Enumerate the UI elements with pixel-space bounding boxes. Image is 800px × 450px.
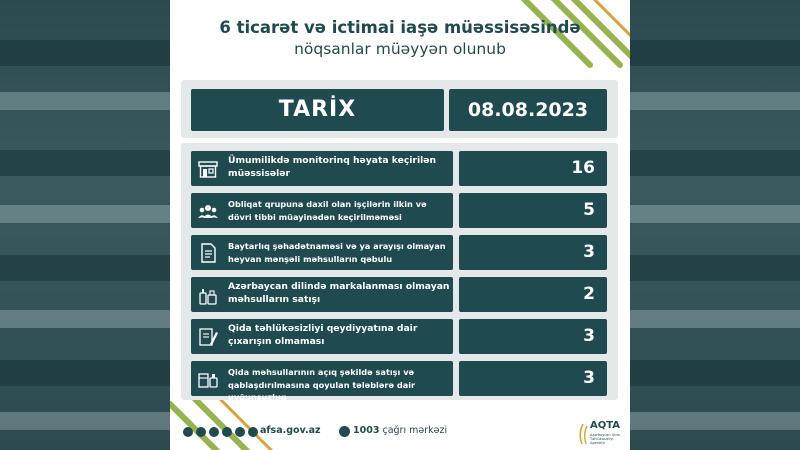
finding-label-box: [191, 193, 453, 228]
finding-row: [191, 235, 607, 270]
phone-icon: [339, 426, 350, 437]
finding-row: [191, 319, 607, 354]
phone-number: 1003: [353, 425, 380, 436]
finding-label: Qida məhsullarının açıq şəkildə satışı və qablaşdırılmasına qoyulan tələblərə dair uyğunsuzluq: [228, 367, 416, 402]
phone-label: çağrı mərkəzi: [382, 425, 448, 436]
finding-value: 3: [459, 361, 607, 396]
finding-label-box: [191, 235, 453, 270]
finding-label-box: [191, 319, 453, 354]
register-icon: [197, 326, 219, 348]
logo-text: AQTA: [590, 420, 621, 431]
call-center: [353, 425, 447, 436]
document-icon: [197, 242, 219, 264]
instagram-icon[interactable]: [209, 427, 219, 437]
finding-value: 3: [459, 319, 607, 354]
date-panel: [181, 80, 618, 138]
website-link[interactable]: afsa.gov.az: [260, 425, 321, 436]
group-icon: [197, 200, 219, 222]
page-subtitle: nöqsanlar müəyyən olunub: [294, 40, 506, 58]
store-icon: [197, 158, 219, 180]
footer: [170, 418, 630, 444]
page-title: 6 ticarət və ictimai iaşə müəssisəsində: [219, 18, 581, 37]
finding-row: [191, 193, 607, 228]
findings-panel: [181, 143, 618, 400]
infographic-card: [170, 0, 630, 450]
finding-label: Baytarlıq şəhadətnaməsi və ya arayışı olmayan heyvan mənşəli məhsulların qəbulu: [228, 241, 446, 264]
logo-subtitle: Azərbaycan Qida Təhlükəsizliyi Agentliyi: [590, 433, 620, 445]
finding-label-box: [191, 151, 453, 186]
finding-label: Ümumilikdə monitorinq həyata keçirilən müəssisələr: [228, 155, 437, 179]
packaging-icon: [197, 368, 219, 390]
date-value: 08.08.2023: [449, 89, 607, 131]
finding-label-box: [191, 277, 453, 312]
finding-value: 2: [459, 277, 607, 312]
finding-label-box: [191, 361, 453, 402]
bottles-icon: [197, 284, 219, 306]
finding-label: Azərbaycan dilində markalanması olmayan məhsulların satışı: [228, 281, 450, 305]
finding-value: 5: [459, 193, 607, 228]
telegram-icon[interactable]: [248, 427, 258, 437]
date-label: TARİX: [191, 89, 444, 131]
globe-icon[interactable]: [183, 427, 193, 437]
finding-row: [191, 277, 607, 312]
finding-row: [191, 361, 607, 402]
facebook-icon[interactable]: [196, 427, 206, 437]
finding-value: 16: [459, 151, 607, 186]
youtube-icon[interactable]: [222, 427, 232, 437]
finding-value: 3: [459, 235, 607, 270]
finding-label: Qida təhlükəsizliyi qeydiyyatına dair çıxarışın olmaması: [228, 323, 418, 347]
x-icon[interactable]: [235, 427, 245, 437]
social-links: [183, 427, 258, 437]
finding-label: Obliqat qrupuna daxil olan işçilərin ilkin və dövri tibbi müayinədən keçirilməməsi: [228, 199, 427, 222]
finding-row: [191, 151, 607, 186]
